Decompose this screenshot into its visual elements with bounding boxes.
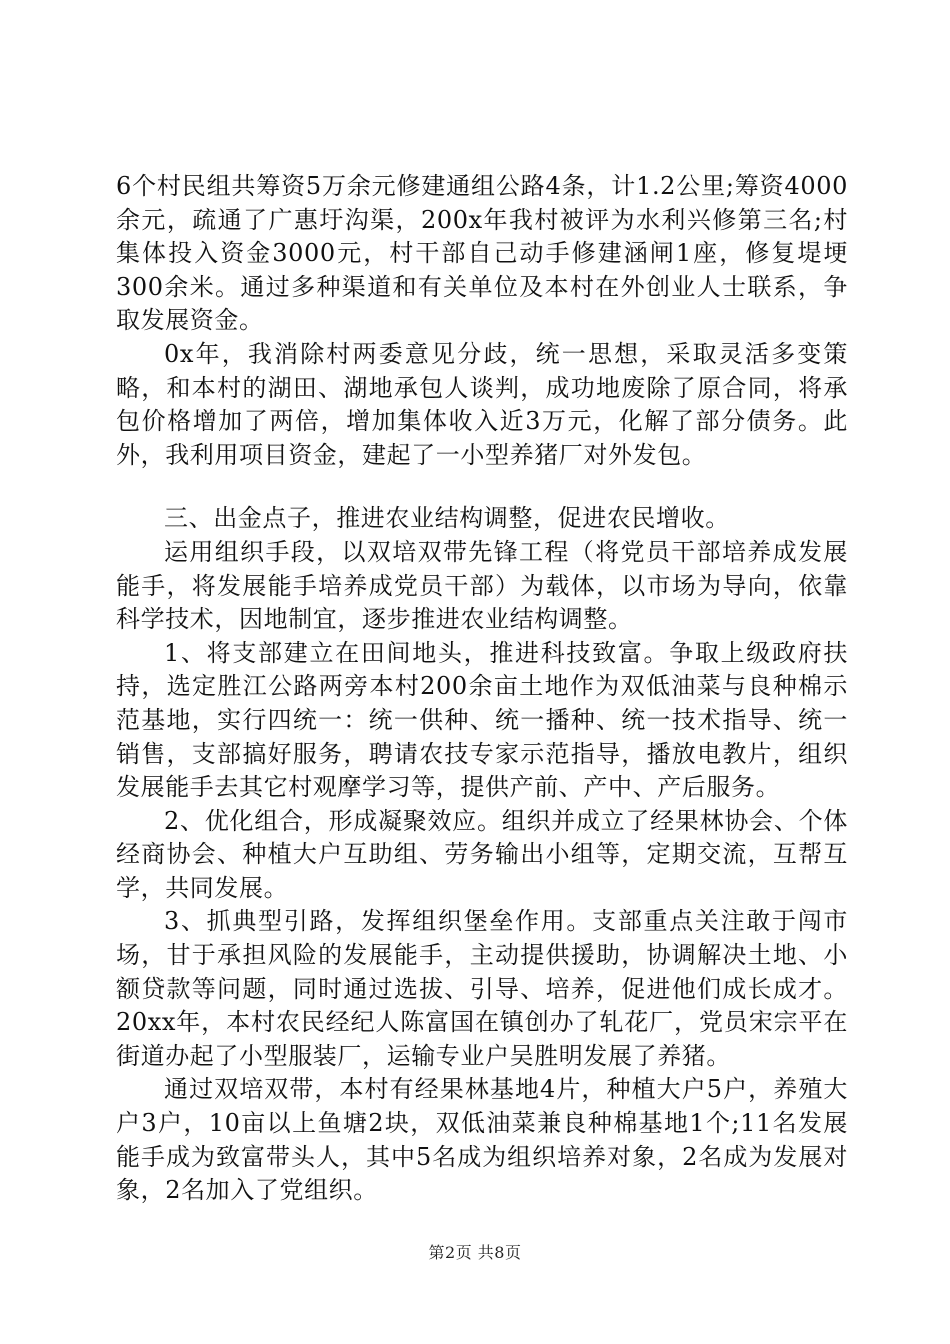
paragraph-organization-means: 运用组织手段，以双培双带先锋工程（将党员干部培养成发展能手，将发展能手培养成党员干部）为载体，以市场为导向，依靠科学技术，因地制宜，逐步推进农业结构调整。 [116, 537, 848, 634]
paragraph-item-2: 2、优化组合，形成凝聚效应。组织并成立了经果林协会、个体经商协会、种植大户互助组、劳务输出小组等，定期交流，互帮互学，共同发展。 [116, 806, 848, 902]
paragraph-results: 通过双培双带，本村有经果林基地4片，种植大户5户，养殖大户3户，10亩以上鱼塘2块，双低油菜兼良种棉基地1个;11名发展能手成为致富带头人，其中5名成为组织培养对象，2名成为发展对象，2名加入了党组织。 [116, 1075, 848, 1205]
paragraph-item-3: 3、抓典型引路，发挥组织堡垒作用。支部重点关注敢于闯市场，甘于承担风险的发展能手，主动提供援助，协调解决土地、小额贷款等问题，同时通过选拔、引导、培养，促进他们成长成才。20xx年，本村农民经纪人陈富国在镇创办了轧花厂，党员宋宗平在街道办起了小型服装厂，运输专业户吴胜明发展了养猪。 [116, 907, 848, 1070]
section-heading: 三、出金点子，推进农业结构调整，促进农民增收。 [164, 504, 730, 533]
page-number-footer: 第2页 共8页 [428, 1243, 522, 1262]
paragraph-contract-negotiation: 0x年，我消除村两委意见分歧，统一思想，采取灵活多变策略，和本村的湖田、湖地承包人谈判，成功地废除了原合同，将承包价格增加了两倍，增加集体收入近3万元，化解了部分债务。此外，我利用项目资金，建起了一小型养猪厂对外发包。 [116, 339, 848, 469]
document-body [116, 170, 848, 1208]
paragraph-continuation: 6个村民组共筹资5万余元修建通组公路4条，计1.2公里;筹资4000余元，疏通了广惠圩沟渠，200x年我村被评为水利兴修第三名;村集体投入资金3000元，村干部自己动手修建涵闸1座，修复堤埂300余米。通过多种渠道和有关单位及本村在外创业人士联系，争取发展资金。 [116, 172, 848, 335]
paragraph-item-1: 1、将支部建立在田间地头，推进科技致富。争取上级政府扶持，选定胜江公路两旁本村200余亩土地作为双低油菜与良种棉示范基地，实行四统一：统一供种、统一播种、统一技术指导、统一销售，支部搞好服务，聘请农技专家示范指导，播放电教片，组织发展能手去其它村观摩学习等，提供产前、产中、产后服务。 [116, 638, 848, 802]
